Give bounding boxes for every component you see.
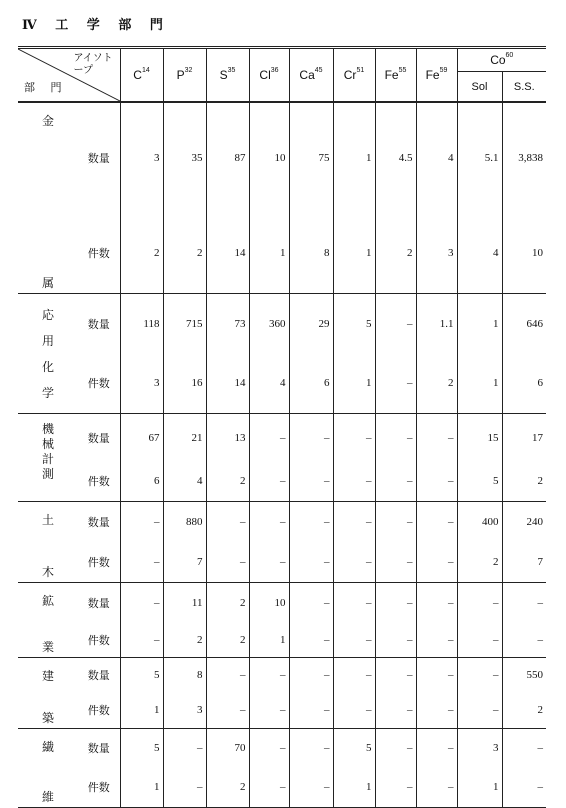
value-cell: – [375, 542, 416, 583]
value-cell: 2 [163, 623, 206, 657]
table-row [18, 692, 546, 729]
value-cell: – [375, 692, 416, 729]
value-cell: – [502, 729, 546, 767]
value-cell: – [375, 294, 416, 354]
department-cell [18, 729, 78, 808]
value-cell: 1 [120, 692, 163, 729]
value-cell: 2 [163, 213, 206, 294]
isotope-col-4: Ca$^{45}$ [289, 48, 333, 103]
department-cell [18, 583, 78, 658]
value-cell: – [333, 542, 375, 583]
value-cell: 3 [120, 354, 163, 414]
value-cell: 4 [249, 354, 289, 414]
value-cell: – [457, 583, 502, 624]
value-cell: 2 [206, 462, 249, 502]
page-title: Ⅳ 工 学 部 門 [22, 18, 170, 33]
value-cell: – [289, 502, 333, 543]
value-cell: – [457, 692, 502, 729]
department-char: 機 [41, 422, 54, 436]
value-cell: 1 [333, 354, 375, 414]
value-cell: – [457, 658, 502, 692]
value-cell: 21 [163, 414, 206, 462]
value-cell: 1 [457, 354, 502, 414]
quantity-label: 数量 [87, 516, 110, 529]
value-cell: 35 [163, 102, 206, 213]
value-cell: 2 [206, 767, 249, 808]
table-row [18, 623, 546, 657]
value-cell: 3 [120, 102, 163, 213]
value-cell: 10 [249, 102, 289, 213]
value-cell: – [416, 502, 457, 543]
value-cell: – [333, 583, 375, 624]
value-cell: – [249, 729, 289, 767]
quantity-label: 数量 [87, 741, 110, 755]
value-cell: – [502, 623, 546, 657]
value-cell: 75 [289, 102, 333, 213]
table-row [18, 658, 546, 692]
value-cell: 1 [333, 213, 375, 294]
count-label: 件数 [78, 462, 120, 502]
value-cell: 5 [333, 294, 375, 354]
value-cell: 880 [163, 502, 206, 543]
value-cell: – [163, 767, 206, 808]
department-char: 計 [41, 452, 54, 466]
value-cell: 1 [457, 294, 502, 354]
department-char: 木 [41, 565, 54, 579]
value-cell: 1 [333, 767, 375, 808]
quantity-label: 数量 [87, 317, 110, 331]
value-cell: 4 [457, 213, 502, 294]
table-row [18, 354, 546, 414]
value-cell: – [249, 658, 289, 692]
value-cell: – [289, 414, 333, 462]
value-cell: 5 [333, 729, 375, 767]
table-row [18, 583, 546, 624]
value-cell: 87 [206, 102, 249, 213]
value-cell: 4.5 [375, 102, 416, 213]
value-cell: 1 [333, 102, 375, 213]
value-cell: 3,838 [502, 102, 546, 213]
table-row [18, 767, 546, 808]
value-cell: 11 [163, 583, 206, 624]
co-sub-ss: S.S. [502, 72, 546, 103]
value-cell: – [375, 354, 416, 414]
department-char: 築 [41, 711, 54, 725]
value-cell: 1.1 [416, 294, 457, 354]
department-char: 械 [41, 437, 54, 451]
department-char: 維 [41, 790, 54, 804]
isotope-col-co: Co$^{60}$ [457, 48, 546, 72]
department-char: 学 [41, 386, 54, 400]
value-cell: – [416, 767, 457, 808]
isotope-header-label: アイソトープ [73, 53, 113, 76]
value-cell: 6 [502, 354, 546, 414]
value-cell: – [375, 623, 416, 657]
value-cell: – [375, 414, 416, 462]
value-cell: – [333, 692, 375, 729]
isotope-col-1: $P^{32}$ [163, 48, 206, 103]
value-cell: 5.1 [457, 102, 502, 213]
quantity-label: 数量 [87, 151, 110, 165]
count-label: 件数 [78, 354, 120, 414]
table-row [18, 102, 546, 213]
department-char: 金 [41, 114, 54, 128]
department-cell [18, 502, 78, 583]
value-cell: 1 [249, 623, 289, 657]
value-cell: – [206, 658, 249, 692]
department-char: 応 [41, 308, 54, 322]
value-cell: – [333, 623, 375, 657]
value-cell: 17 [502, 414, 546, 462]
value-cell: 1 [120, 767, 163, 808]
value-cell: – [375, 729, 416, 767]
department-cell [18, 658, 78, 729]
value-cell: 14 [206, 213, 249, 294]
count-label: 件数 [78, 542, 120, 583]
value-cell: – [375, 658, 416, 692]
value-cell: 118 [120, 294, 163, 354]
isotope-col-5: Cr$^{51}$ [333, 48, 375, 103]
value-cell: 550 [502, 658, 546, 692]
count-label: 件数 [78, 213, 120, 294]
value-cell: – [416, 692, 457, 729]
value-cell: 13 [206, 414, 249, 462]
value-cell: 5 [120, 729, 163, 767]
value-cell: 715 [163, 294, 206, 354]
value-cell: 5 [120, 658, 163, 692]
table-row [18, 294, 546, 354]
value-cell: 73 [206, 294, 249, 354]
table-row [18, 462, 546, 502]
value-cell: – [333, 462, 375, 502]
value-cell: 67 [120, 414, 163, 462]
value-cell: 70 [206, 729, 249, 767]
value-cell: – [289, 623, 333, 657]
value-cell: – [206, 502, 249, 543]
header-corner [18, 48, 120, 103]
department-header-label: 部 門 [24, 81, 68, 94]
value-cell: – [289, 542, 333, 583]
value-cell: 5 [457, 462, 502, 502]
department-char: 鉱 [41, 594, 54, 608]
value-cell: 7 [502, 542, 546, 583]
isotope-col-7: Fe$^{59}$ [416, 48, 457, 103]
value-cell: 1 [249, 213, 289, 294]
isotope-col-0: $C^{14}$ [120, 48, 163, 103]
value-cell: – [375, 767, 416, 808]
value-cell: 646 [502, 294, 546, 354]
value-cell: 7 [163, 542, 206, 583]
table-row [18, 213, 546, 294]
value-cell: – [416, 583, 457, 624]
department-cell [18, 102, 78, 294]
value-cell: 2 [206, 583, 249, 624]
value-cell: – [249, 542, 289, 583]
value-cell: 240 [502, 502, 546, 543]
value-cell: – [416, 658, 457, 692]
value-cell: 6 [289, 354, 333, 414]
value-cell: – [333, 502, 375, 543]
value-cell: – [333, 658, 375, 692]
value-cell: 3 [457, 729, 502, 767]
quantity-label: 数量 [87, 668, 110, 682]
value-cell: – [375, 583, 416, 624]
table-row [18, 414, 546, 462]
department-cell [18, 294, 78, 414]
value-cell: – [416, 623, 457, 657]
quantity-label: 数量 [87, 431, 110, 445]
value-cell: 4 [416, 102, 457, 213]
value-cell: 14 [206, 354, 249, 414]
value-cell: – [249, 414, 289, 462]
value-cell: – [416, 414, 457, 462]
value-cell: 2 [120, 213, 163, 294]
count-label: 件数 [78, 623, 120, 657]
value-cell: – [120, 502, 163, 543]
table-row [18, 542, 546, 583]
table-row [18, 729, 546, 767]
department-char: 化 [41, 360, 54, 374]
value-cell: 2 [416, 354, 457, 414]
value-cell: 29 [289, 294, 333, 354]
co-sub-sol: Sol [457, 72, 502, 103]
value-cell: 15 [457, 414, 502, 462]
value-cell: – [333, 414, 375, 462]
value-cell: – [206, 692, 249, 729]
department-char: 土 [41, 513, 54, 527]
value-cell: 8 [163, 658, 206, 692]
value-cell: – [289, 658, 333, 692]
quantity-label: 数量 [87, 597, 110, 611]
value-cell: – [416, 462, 457, 502]
value-cell: 8 [289, 213, 333, 294]
value-cell: – [120, 542, 163, 583]
value-cell: – [206, 542, 249, 583]
department-char: 測 [41, 467, 54, 481]
value-cell: – [289, 767, 333, 808]
value-cell: 4 [163, 462, 206, 502]
value-cell: – [375, 462, 416, 502]
department-char: 建 [41, 669, 54, 683]
value-cell: – [249, 692, 289, 729]
value-cell: 2 [502, 462, 546, 502]
department-char: 業 [41, 640, 54, 654]
department-char: 繊 [41, 740, 54, 754]
value-cell: 2 [206, 623, 249, 657]
department-char: 用 [41, 334, 54, 348]
value-cell: – [249, 767, 289, 808]
value-cell: – [249, 462, 289, 502]
value-cell: – [249, 502, 289, 543]
isotope-table [18, 46, 546, 808]
value-cell: – [120, 583, 163, 624]
count-label: 件数 [78, 767, 120, 808]
value-cell: – [289, 729, 333, 767]
value-cell: – [289, 462, 333, 502]
department-cell [18, 414, 78, 502]
table-row [18, 502, 546, 543]
isotope-col-6: Fe$^{55}$ [375, 48, 416, 103]
value-cell: – [457, 623, 502, 657]
value-cell: – [120, 623, 163, 657]
value-cell: 400 [457, 502, 502, 543]
value-cell: 2 [502, 692, 546, 729]
value-cell: – [289, 692, 333, 729]
value-cell: – [502, 583, 546, 624]
value-cell: – [289, 583, 333, 624]
value-cell: 6 [120, 462, 163, 502]
value-cell: 2 [375, 213, 416, 294]
department-char: 属 [41, 276, 54, 290]
count-label: 件数 [78, 692, 120, 729]
value-cell: 10 [249, 583, 289, 624]
isotope-col-2: $S^{35}$ [206, 48, 249, 103]
value-cell: – [416, 542, 457, 583]
value-cell: – [416, 729, 457, 767]
value-cell: 3 [163, 692, 206, 729]
value-cell: – [375, 502, 416, 543]
value-cell: 10 [502, 213, 546, 294]
value-cell: 1 [457, 767, 502, 808]
value-cell: 2 [457, 542, 502, 583]
value-cell: – [163, 729, 206, 767]
value-cell: 16 [163, 354, 206, 414]
isotope-col-3: Cl$^{36}$ [249, 48, 289, 103]
value-cell: 3 [416, 213, 457, 294]
value-cell: 360 [249, 294, 289, 354]
value-cell: – [502, 767, 546, 808]
